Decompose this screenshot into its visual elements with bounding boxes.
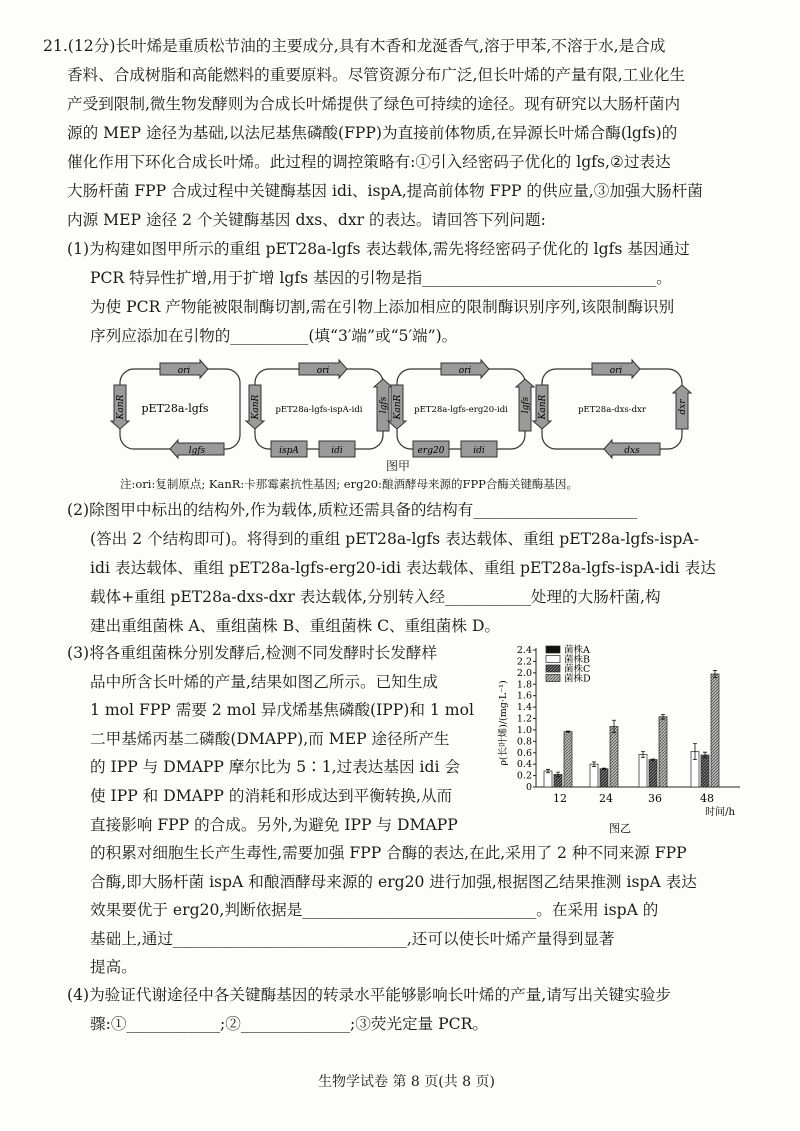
gene-label: KanR bbox=[251, 394, 261, 420]
gene-label: erg20 bbox=[417, 446, 445, 456]
figure-a-caption: 图甲 bbox=[386, 459, 411, 473]
text-line: 效果要优于 erg20,判断依据是______________________________。在采用 ispA 的 bbox=[90, 901, 659, 920]
text-line: 二甲基烯丙基二磷酸(DMAPP),而 MEP 途径所产生 bbox=[90, 729, 450, 748]
text-line: (3)将各重组菌株分别发酵后,检测不同发酵时长发酵样 bbox=[67, 644, 438, 662]
text-line: 骤:①____________;②______________;③荧光定量 PCR。 bbox=[90, 1015, 488, 1033]
y-tick-label: 0.6 bbox=[516, 747, 532, 759]
gene-label: ispA bbox=[279, 446, 299, 456]
bar-菌株D-12 bbox=[564, 732, 572, 787]
gene-label: dxr bbox=[678, 399, 688, 415]
y-tick-label: 0.4 bbox=[516, 759, 532, 771]
gene-label: ori bbox=[458, 366, 472, 376]
text-line: 的积累对细胞生长产生毒性,需要加强 FPP 合酶的表达,在此,采用了 2 种不同来源 FPP bbox=[90, 844, 687, 862]
bar-菌株B-36 bbox=[639, 754, 647, 787]
plasmid-pET28a-lgfs-ispA-idi bbox=[246, 360, 392, 457]
gene-label: ori bbox=[316, 366, 330, 376]
plasmid-pET28a-dxs-dxr bbox=[533, 360, 691, 458]
text-line: 使 IPP 和 DMAPP 的消耗和形成达到平衡转换,从而 bbox=[90, 787, 453, 805]
bar-菌株B-24 bbox=[590, 764, 598, 787]
gene-label: idi bbox=[331, 446, 343, 456]
y-tick-label: 1.6 bbox=[516, 690, 532, 702]
y-tick-label: 1.8 bbox=[516, 679, 532, 691]
plasmid-pET28a-lgfs bbox=[111, 360, 240, 458]
text-line: 的 IPP 与 DMAPP 摩尔比为 5∶1,过表达基因 idi 会 bbox=[90, 758, 461, 777]
plasmid-name: pET28a-lgfs-ispA-idi bbox=[275, 405, 363, 415]
text-line: 品中所含长叶烯的产量,结果如图乙所示。已知生成 bbox=[90, 672, 439, 691]
x-tick-label: 48 bbox=[700, 792, 714, 805]
y-axis-label: ρ(长叶烯)/(mg·L⁻¹) bbox=[498, 680, 509, 766]
gene-label: KanR bbox=[538, 394, 548, 420]
bar-菌株B-12 bbox=[544, 771, 552, 787]
text-line: (2)除图甲中标出的结构外,作为载体,质粒还需具备的结构有_____________________ bbox=[67, 501, 637, 519]
text-line: 21.(12分)长叶烯是重质松节油的主要成分,具有木香和龙涎香气,溶于甲苯,不溶于水,是合成 bbox=[43, 37, 666, 55]
bar-菌株C-48 bbox=[701, 755, 709, 787]
x-tick-label: 24 bbox=[599, 792, 613, 805]
gene-label: idi bbox=[473, 446, 485, 456]
text-line: 内源 MEP 途径 2 个关键酶基因 dxs、dxr 的表达。请回答下列问题: bbox=[67, 211, 546, 229]
x-tick-label: 12 bbox=[553, 792, 567, 805]
bar-菌株C-36 bbox=[649, 760, 657, 787]
legend-label: 菌株D bbox=[564, 673, 591, 685]
y-tick-label: 1.0 bbox=[516, 724, 532, 736]
figure-a-plasmids bbox=[0, 355, 800, 465]
y-tick-label: 0.2 bbox=[516, 770, 532, 782]
plasmid-name: pET28a-lgfs bbox=[141, 402, 209, 415]
text-line: 为使 PCR 产物能被限制酶切割,需在引物上添加相应的限制酶识别序列,该限制酶识别 bbox=[90, 298, 675, 316]
y-tick-label: 2.0 bbox=[516, 667, 532, 679]
text-line: 大肠杆菌 FPP 合成过程中关键酶基因 idi、ispA,提高前体物 FPP 的供应量,③加强大肠杆菌 bbox=[67, 182, 703, 200]
y-tick-label: 2.2 bbox=[516, 656, 532, 668]
y-tick-label: 0 bbox=[525, 782, 532, 793]
plasmid-name: pET28a-dxs-dxr bbox=[578, 405, 646, 415]
gene-label: dxs bbox=[624, 446, 640, 456]
gene-label: lgfs bbox=[188, 446, 206, 456]
text-line: 基础上,通过______________________________,还可以使长叶烯产量得到显著 bbox=[90, 929, 615, 948]
x-axis-label: 时间/h bbox=[705, 807, 735, 818]
chart-title: 图乙 bbox=[609, 822, 631, 835]
legend-swatch bbox=[546, 656, 560, 663]
text-line: 合酶,即大肠杆菌 ispA 和酿酒酵母来源的 erg20 进行加强,根据图乙结果推测 ispA 表达 bbox=[90, 872, 697, 891]
y-tick-label: 1.4 bbox=[516, 702, 532, 714]
bar-菌株D-24 bbox=[610, 726, 618, 787]
legend-swatch bbox=[546, 646, 560, 653]
text-line: 1 mol FPP 需要 2 mol 异戊烯基焦磷酸(IPP)和 1 mol bbox=[90, 701, 474, 720]
text-line: 直接影响 FPP 的合成。另外,为避免 IPP 与 DMAPP bbox=[90, 815, 458, 834]
gene-label: lgfs bbox=[521, 396, 531, 414]
plasmid-name: pET28a-lgfs-erg20-idi bbox=[414, 405, 508, 415]
gene-label: KanR bbox=[116, 394, 126, 420]
bar-菌株C-24 bbox=[600, 769, 608, 787]
y-tick-label: 2.4 bbox=[516, 645, 532, 656]
text-line: 提高。 bbox=[90, 958, 137, 977]
text-line: (答出 2 个结构即可)。将得到的重组 pET28a-lgfs 表达载体、重组 pET28a-lgfs-ispA- bbox=[90, 530, 699, 548]
text-line: 源的 MEP 途径为基础,以法尼基焦磷酸(FPP)为直接前体物质,在异源长叶烯合酶(lgfs)的 bbox=[67, 124, 678, 142]
x-tick-label: 36 bbox=[648, 792, 662, 805]
text-line: 催化作用下环化合成长叶烯。此过程的调控策略有:①引入经密码子优化的 lgfs,②过表达 bbox=[67, 153, 671, 171]
plasmid-pET28a-lgfs-erg20-idi bbox=[388, 360, 534, 457]
bar-菌株D-36 bbox=[659, 717, 667, 787]
legend-swatch bbox=[546, 675, 560, 682]
figure-b-chart bbox=[490, 638, 750, 838]
bar-菌株D-48 bbox=[711, 674, 719, 787]
y-tick-label: 0.8 bbox=[516, 736, 532, 748]
legend-label: 菌株A bbox=[564, 645, 590, 656]
legend-label: 菌株C bbox=[564, 664, 591, 675]
text-line: (4)为验证代谢途径中各关键酶基因的转录水平能够影响长叶烯的产量,请写出关键实验步 bbox=[67, 986, 672, 1004]
text-line: 载体+重组 pET28a-dxs-dxr 表达载体,分别转入经___________处理的大肠杆菌,构 bbox=[90, 588, 661, 606]
text-line: (1)为构建如图甲所示的重组 pET28a-lgfs 表达载体,需先将经密码子优化的 lgfs 基因通过 bbox=[67, 240, 690, 258]
text-line: idi 表达载体、重组 pET28a-lgfs-erg20-idi 表达载体、重组 pET28a-lgfs-ispA-idi 表达 bbox=[90, 559, 716, 577]
gene-label: lgfs bbox=[379, 396, 389, 414]
text-line: 产受到限制,微生物发酵则为合成长叶烯提供了绿色可持续的途径。现有研究以大肠杆菌内 bbox=[67, 95, 681, 113]
gene-label: ori bbox=[609, 366, 623, 376]
legend-label: 菌株B bbox=[564, 654, 590, 666]
figure-a-note: 注:ori:复制原点; KanR:卡那霉素抗性基因; erg20:酿酒酵母来源的FPP合酶关键酶基因。 bbox=[120, 477, 578, 491]
gene-label: ori bbox=[177, 366, 191, 376]
text-line: PCR 特异性扩增,用于扩增 lgfs 基因的引物是指______________________________。 bbox=[90, 269, 672, 287]
text-line: 序列应添加在引物的__________(填“3′端”或“5′端”)。 bbox=[90, 327, 458, 345]
page-footer: 生物学试卷 第 8 页(共 8 页) bbox=[318, 1074, 495, 1090]
gene-label: KanR bbox=[393, 394, 403, 420]
y-tick-label: 1.2 bbox=[516, 713, 532, 725]
text-line: 建出重组菌株 A、重组菌株 B、重组菌株 C、重组菌株 D。 bbox=[90, 617, 501, 635]
text-line: 香料、合成树脂和高能燃料的重要原料。尽管资源分布广泛,但长叶烯的产量有限,工业化生 bbox=[67, 66, 686, 84]
legend-swatch bbox=[546, 665, 560, 672]
